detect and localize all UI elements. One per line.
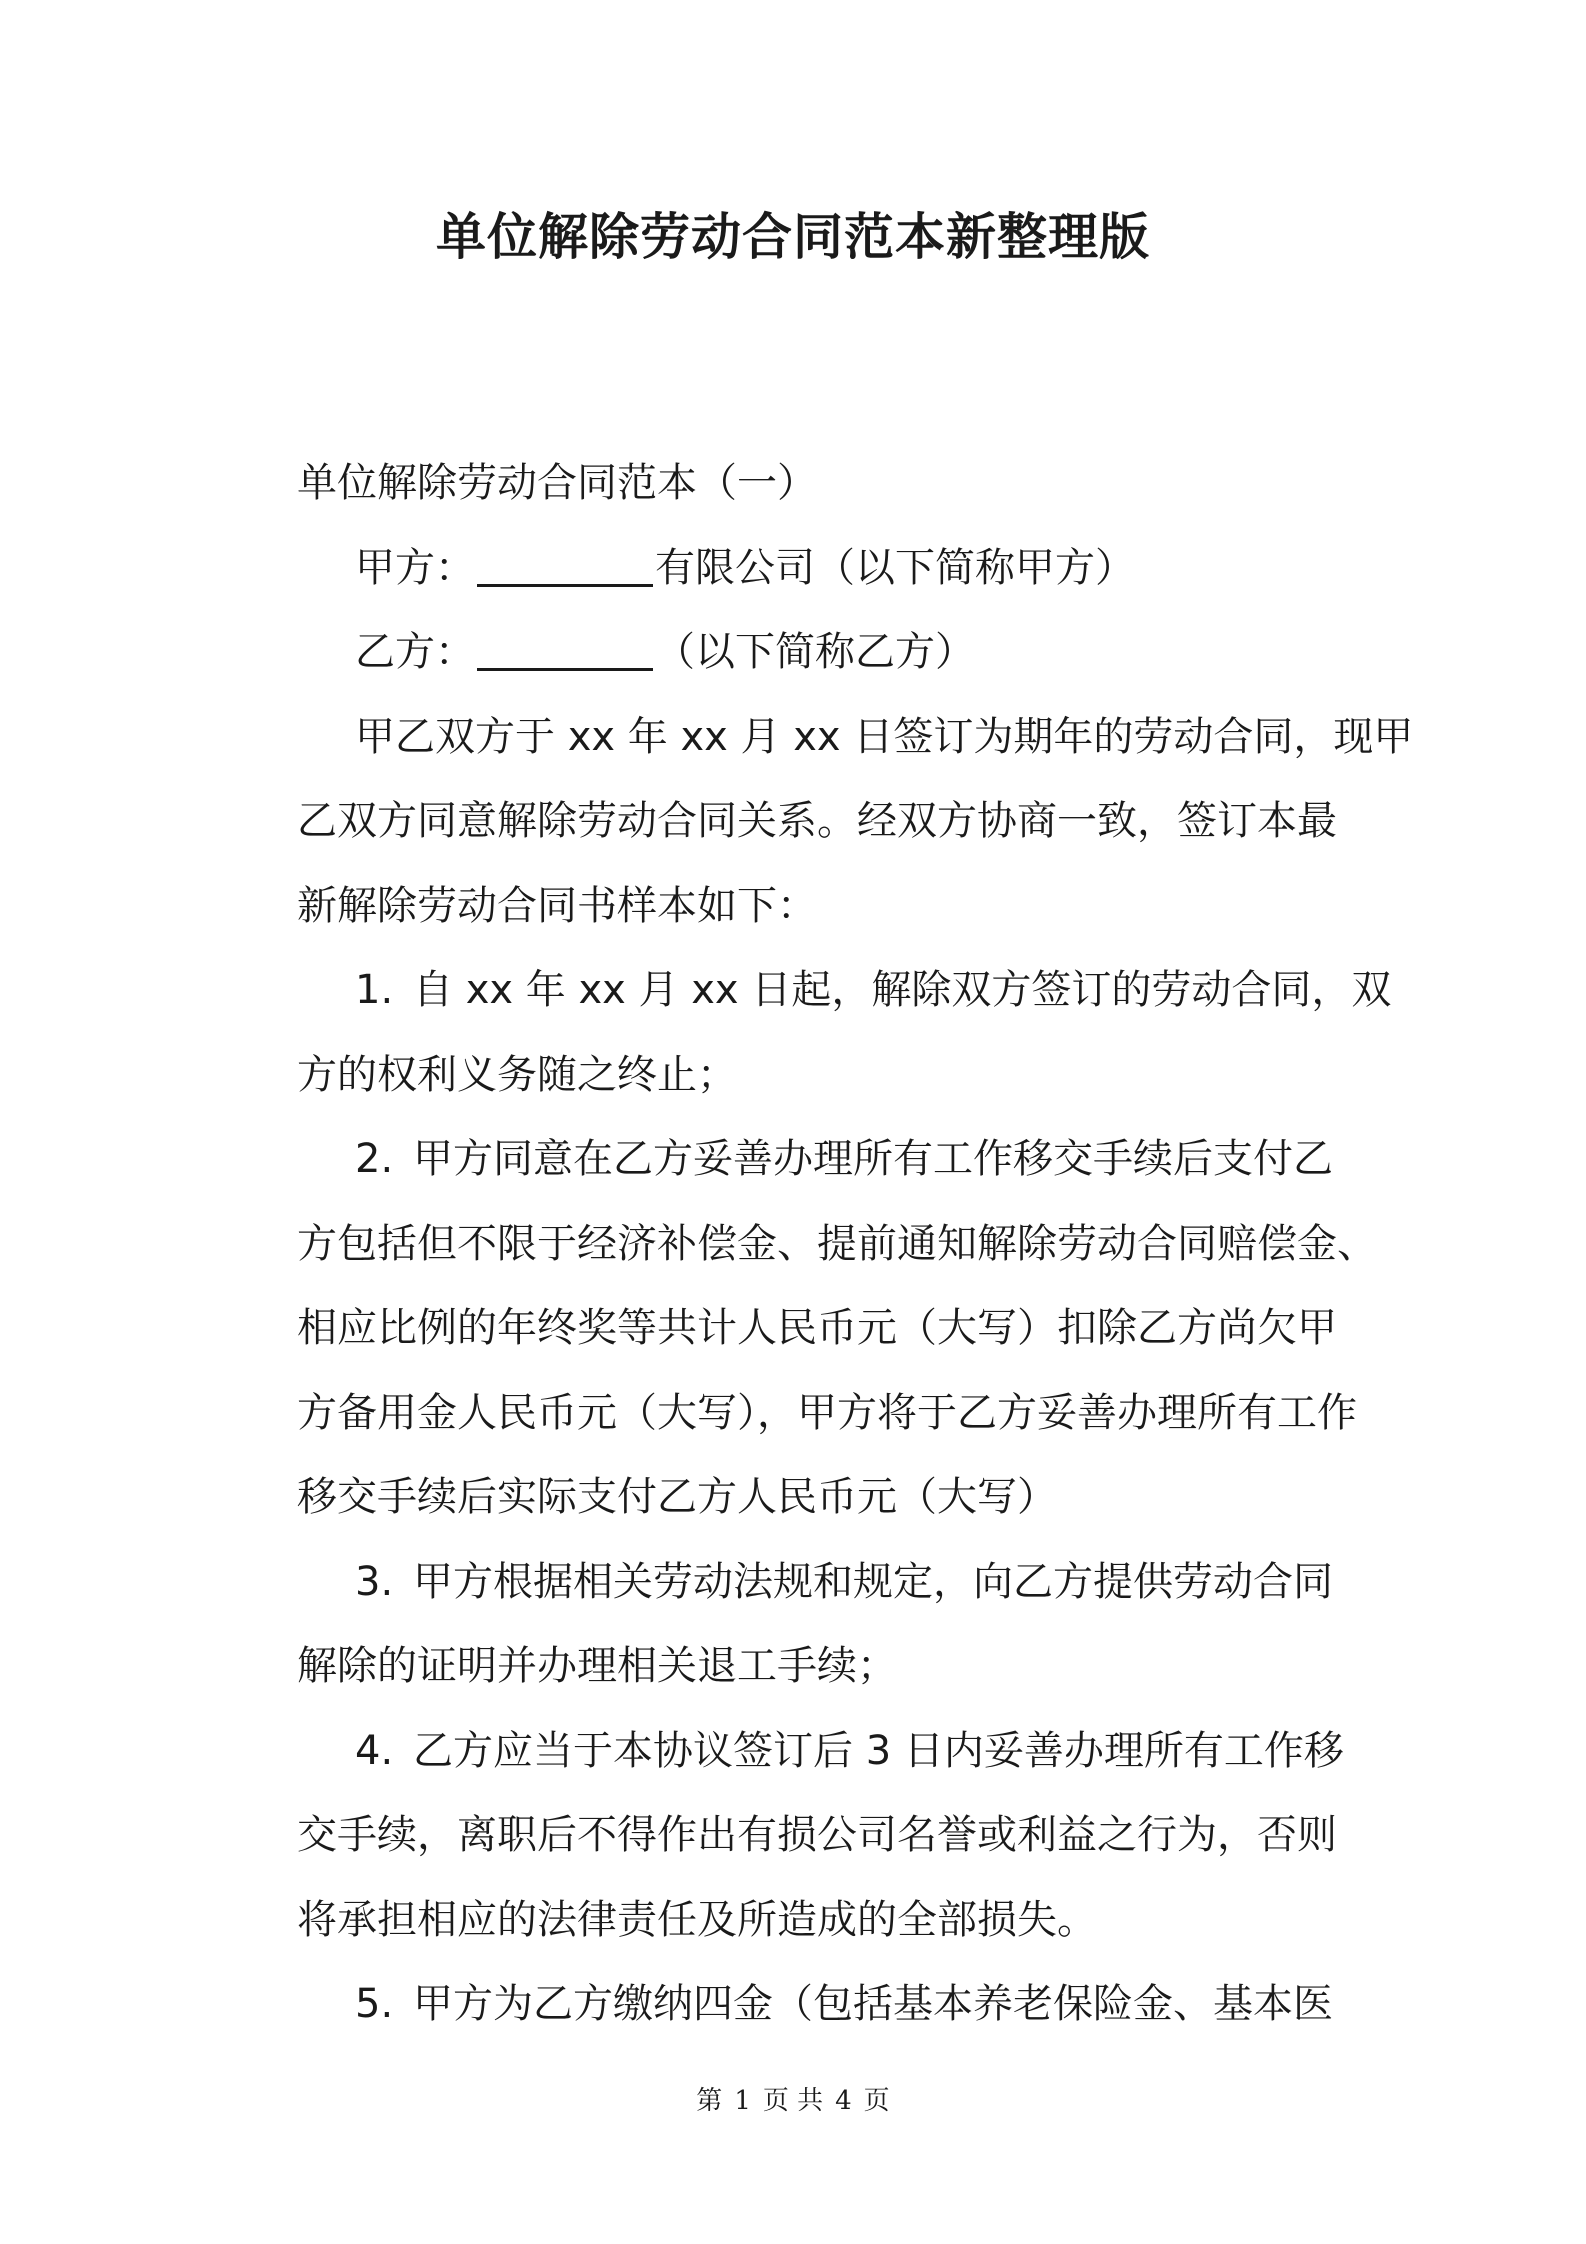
clause-number: 4. xyxy=(355,1728,394,1774)
party-b-suffix: （以下简称乙方） xyxy=(655,629,975,675)
footer-mid: 页 共 xyxy=(762,2086,824,2116)
clause-number: 5. xyxy=(355,1981,394,2027)
party-b-line xyxy=(355,627,1415,677)
clause-2-line xyxy=(355,1134,1415,1184)
paragraph-line: 将承担相应的法律责任及所造成的全部损失。 xyxy=(297,1897,1097,1943)
paragraph-line: 相应比例的年终奖等共计人民币元（大写）扣除乙方尚欠甲 xyxy=(297,1305,1337,1351)
clause-text: 甲方根据相关劳动法规和规定，向乙方提供劳动合同 xyxy=(413,1559,1333,1605)
paragraph-line: 方备用金人民币元（大写），甲方将于乙方妥善办理所有工作 xyxy=(297,1390,1357,1436)
footer-page-number: 1 xyxy=(734,2086,751,2116)
party-a-line xyxy=(355,543,1415,593)
paragraph-line: 移交手续后实际支付乙方人民币元（大写） xyxy=(297,1474,1057,1520)
clause-1-line xyxy=(355,965,1415,1015)
clause-number: 2. xyxy=(355,1136,394,1182)
clause-text: 乙方应当于本协议签订后 3 日内妥善办理所有工作移 xyxy=(413,1728,1344,1774)
party-a-suffix: 有限公司（以下简称甲方） xyxy=(655,545,1135,591)
footer-prefix: 第 xyxy=(696,2086,723,2116)
party-b-blank xyxy=(477,628,653,671)
clause-number: 3. xyxy=(355,1559,394,1605)
clause-text: 甲方同意在乙方妥善办理所有工作移交手续后支付乙 xyxy=(413,1136,1333,1182)
party-a-label: 甲方： xyxy=(355,545,475,591)
clause-text: 甲方为乙方缴纳四金（包括基本养老保险金、基本医 xyxy=(413,1981,1333,2027)
party-a-blank xyxy=(477,544,653,587)
paragraph-line: 方的权利义务随之终止； xyxy=(297,1052,737,1098)
page-footer xyxy=(0,2080,1586,2117)
party-b-label: 乙方： xyxy=(355,629,475,675)
paragraph-line: 交手续，离职后不得作出有损公司名誉或利益之行为，否则 xyxy=(297,1812,1337,1858)
paragraph-line: 方包括但不限于经济补偿金、提前通知解除劳动合同赔偿金、 xyxy=(297,1221,1377,1267)
paragraph-line: 新解除劳动合同书样本如下： xyxy=(297,883,817,929)
paragraph-line: 解除的证明并办理相关退工手续； xyxy=(297,1643,897,1689)
paragraph-line: 甲乙双方于 xx 年 xx 月 xx 日签订为期年的劳动合同，现甲 xyxy=(355,714,1414,760)
section-heading: 单位解除劳动合同范本（一） xyxy=(297,460,817,506)
clause-3-line xyxy=(355,1557,1415,1607)
footer-total-pages: 4 xyxy=(835,2086,852,2116)
clause-4-line xyxy=(355,1726,1415,1776)
clause-5-line xyxy=(355,1979,1415,2029)
clause-number: 1. xyxy=(355,967,394,1013)
footer-suffix: 页 xyxy=(863,2086,890,2116)
clause-text: 自 xx 年 xx 月 xx 日起，解除双方签订的劳动合同，双 xyxy=(413,967,1392,1013)
document-title: 单位解除劳动合同范本新整理版 xyxy=(436,207,1150,266)
paragraph-line: 乙双方同意解除劳动合同关系。经双方协商一致，签订本最 xyxy=(297,798,1337,844)
